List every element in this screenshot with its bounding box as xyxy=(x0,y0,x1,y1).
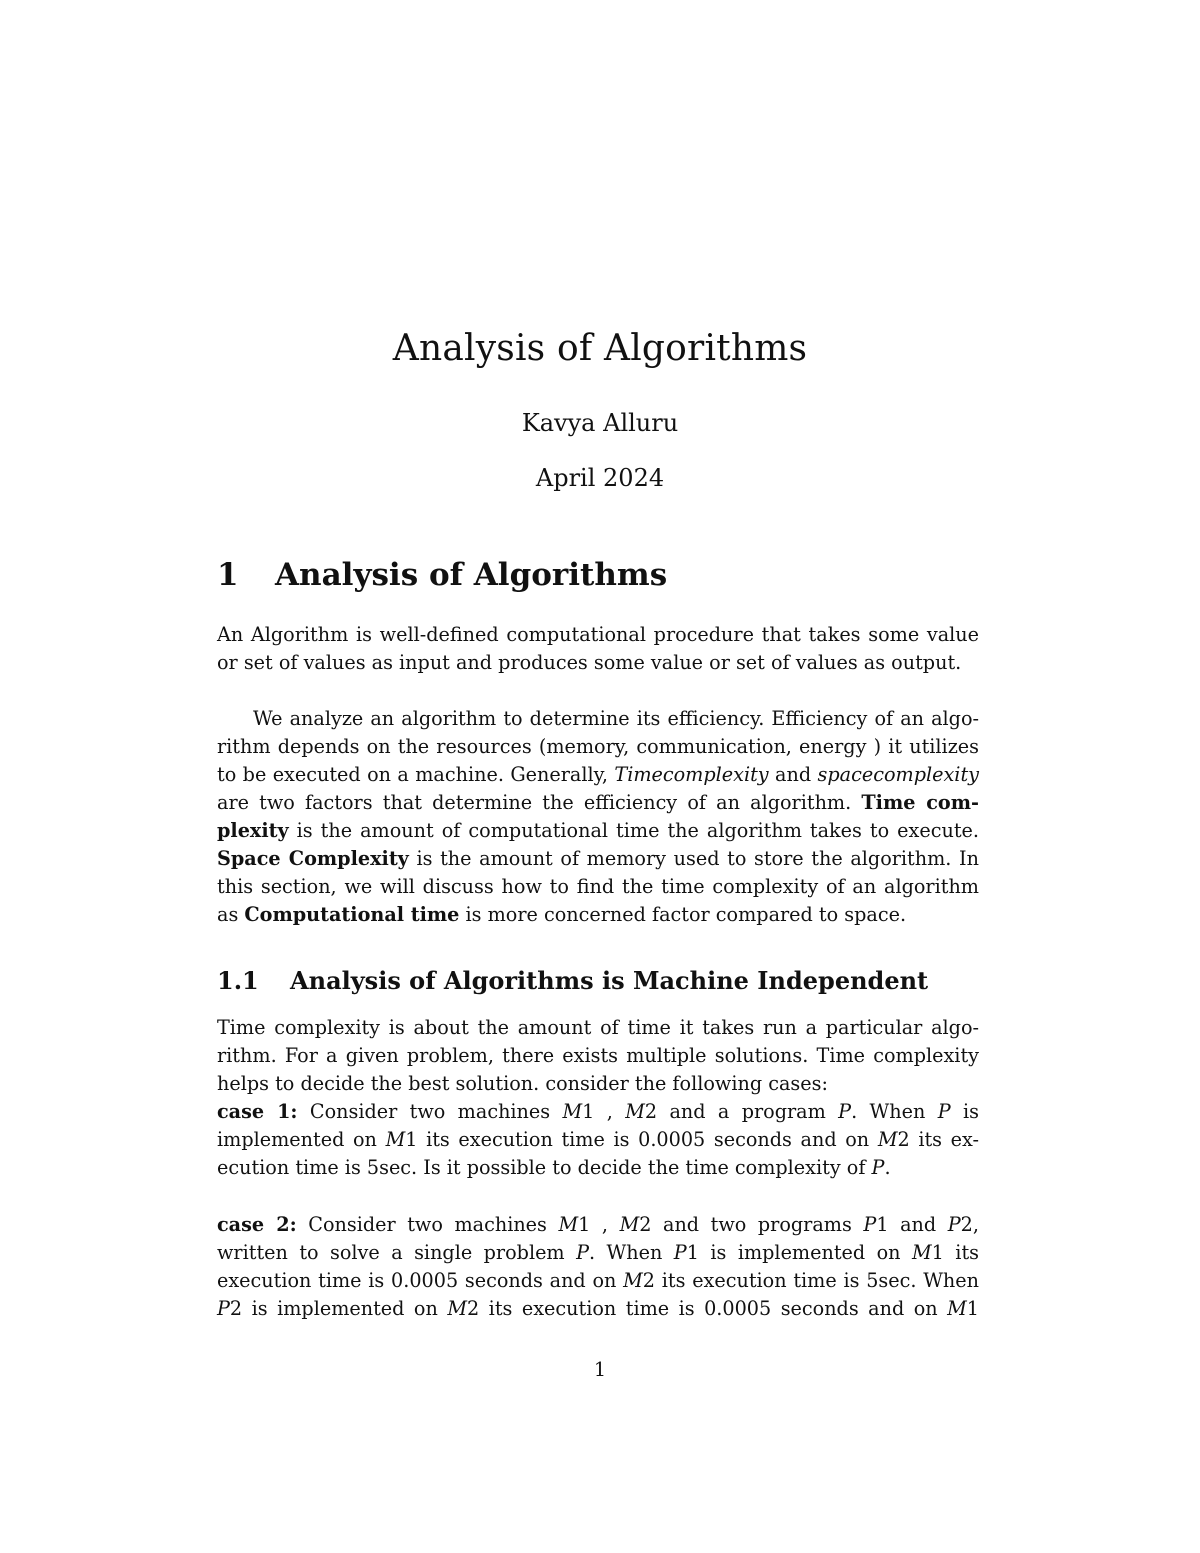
text-run: is implemented on xyxy=(698,1241,912,1264)
text-run: and xyxy=(888,1213,948,1236)
paragraph-line xyxy=(217,817,979,845)
math-symbol: P xyxy=(576,1241,589,1264)
math-symbol: M xyxy=(623,1269,643,1292)
paragraph-line: helps to decide the best solution. consider the following cases: xyxy=(217,1072,828,1095)
math-number: 1 xyxy=(405,1128,418,1151)
math-symbol: P xyxy=(673,1241,687,1264)
paragraph-line xyxy=(217,761,979,789)
text-run: and a program xyxy=(657,1100,839,1123)
math-symbol: M xyxy=(447,1297,467,1320)
case-1-line xyxy=(217,1154,979,1182)
text-run: . When xyxy=(589,1241,674,1264)
text-run: are two factors that determine the efficiency of an algorithm. xyxy=(217,791,862,814)
math-number: 1 xyxy=(578,1213,591,1236)
text-run: implemented on xyxy=(217,1128,386,1151)
math-symbol: P xyxy=(871,1156,885,1179)
math-number: 1 xyxy=(966,1297,979,1320)
subsection-title: Analysis of Algorithms is Machine Independent xyxy=(290,966,929,995)
text-run: . xyxy=(884,1156,891,1179)
text-run: , xyxy=(972,1213,979,1236)
case-label: case 1: xyxy=(217,1100,298,1123)
text-run: is the amount of computational time the algorithm takes to execute. xyxy=(288,819,979,842)
text-run: . When xyxy=(851,1100,938,1123)
text-run: is the amount of memory used to store the algorithm. In xyxy=(408,847,979,870)
paragraph-line xyxy=(217,845,979,873)
math-number: 1 xyxy=(582,1100,595,1123)
text-run: to be executed on a machine. Generally, xyxy=(217,763,615,786)
bold-term: Time com- xyxy=(861,791,979,814)
paragraph-line: rithm depends on the resources (memory, communication, energy ) it utilizes xyxy=(217,735,979,758)
math-symbol: M xyxy=(385,1128,406,1151)
paragraph-line: rithm. For a given problem, there exists multiple solutions. Time complexity xyxy=(217,1044,979,1067)
document-title: Analysis of Algorithms xyxy=(392,328,808,369)
case-1-line xyxy=(217,1098,979,1126)
text-run: is more concerned factor compared to space. xyxy=(459,903,907,926)
paragraph-line: or set of values as input and produces some value or set of values as output. xyxy=(217,651,962,674)
bold-term: Computational time xyxy=(244,903,460,926)
bold-term: Space Complexity xyxy=(217,847,409,870)
math-term: Timecomplexity xyxy=(614,763,769,786)
text-run: , xyxy=(594,1100,626,1123)
text-run: Consider two machines xyxy=(297,1100,563,1123)
text-run: and two programs xyxy=(651,1213,864,1236)
subsection-number: 1.1 xyxy=(217,966,259,995)
case-1-line xyxy=(217,1126,979,1154)
text-run: as xyxy=(217,903,245,926)
math-number: 1 xyxy=(931,1241,944,1264)
page-number: 1 xyxy=(593,1358,607,1381)
text-run: its execution time is 0.0005 seconds and on xyxy=(417,1128,878,1151)
math-symbol: P xyxy=(937,1100,951,1123)
bold-term: plexity xyxy=(217,819,289,842)
text-run: is implemented on xyxy=(242,1297,448,1320)
math-symbol: M xyxy=(562,1100,583,1123)
math-symbol: M xyxy=(619,1213,640,1236)
case-2-line xyxy=(217,1295,979,1323)
math-term: spacecomplexity xyxy=(817,763,979,786)
math-symbol: P xyxy=(217,1297,230,1320)
case-2-line xyxy=(217,1267,979,1295)
case-2-line xyxy=(217,1211,979,1239)
math-number: 2 xyxy=(897,1128,910,1151)
math-symbol: M xyxy=(625,1100,645,1123)
document-author: Kavya Alluru xyxy=(521,409,679,437)
math-number: 2 xyxy=(642,1269,655,1292)
text-run: Consider two machines xyxy=(296,1213,559,1236)
case-label: case 2: xyxy=(217,1213,297,1236)
math-number: 2 xyxy=(960,1213,973,1236)
math-number: 2 xyxy=(466,1297,480,1320)
text-run: execution time is 0.0005 seconds and on xyxy=(217,1269,624,1292)
paragraph-line xyxy=(217,789,979,817)
case-2-line xyxy=(217,1239,979,1267)
section-1-heading xyxy=(217,557,667,593)
text-run: its execution time is 5sec. When xyxy=(655,1269,979,1292)
text-run: ecution time is 5sec. Is it possible to decide the time complexity of xyxy=(217,1156,872,1179)
text-run: and xyxy=(768,763,818,786)
text-run: written to solve a single problem xyxy=(217,1241,577,1264)
text-run: is xyxy=(950,1100,979,1123)
math-number: 2 xyxy=(229,1297,243,1320)
paragraph-line xyxy=(217,901,979,929)
subsection-1-1-heading xyxy=(217,966,928,995)
text-run: its execution time is 0.0005 seconds and on xyxy=(479,1297,948,1320)
paragraph-line: An Algorithm is well-defined computational procedure that takes some value xyxy=(217,623,979,646)
math-symbol: P xyxy=(838,1100,852,1123)
text-run: its ex- xyxy=(909,1128,979,1151)
math-symbol: P xyxy=(863,1213,877,1236)
paragraph-line: Time complexity is about the amount of time it takes run a particular algo- xyxy=(217,1016,979,1039)
math-number: 1 xyxy=(686,1241,699,1264)
math-symbol: P xyxy=(947,1213,961,1236)
text-run: its xyxy=(943,1241,980,1264)
document-date: April 2024 xyxy=(535,464,665,492)
section-title: Analysis of Algorithms xyxy=(275,557,668,593)
math-symbol: M xyxy=(877,1128,898,1151)
text-run: , xyxy=(590,1213,620,1236)
math-number: 1 xyxy=(876,1213,889,1236)
paragraph-line: We analyze an algorithm to determine its efficiency. Efficiency of an algo- xyxy=(253,707,979,730)
paragraph-line: this section, we will discuss how to find the time complexity of an algorithm xyxy=(217,875,979,898)
math-number: 2 xyxy=(639,1213,652,1236)
math-symbol: M xyxy=(911,1241,932,1264)
math-symbol: M xyxy=(558,1213,579,1236)
section-number: 1 xyxy=(217,557,239,593)
math-symbol: M xyxy=(947,1297,967,1320)
math-number: 2 xyxy=(644,1100,658,1123)
